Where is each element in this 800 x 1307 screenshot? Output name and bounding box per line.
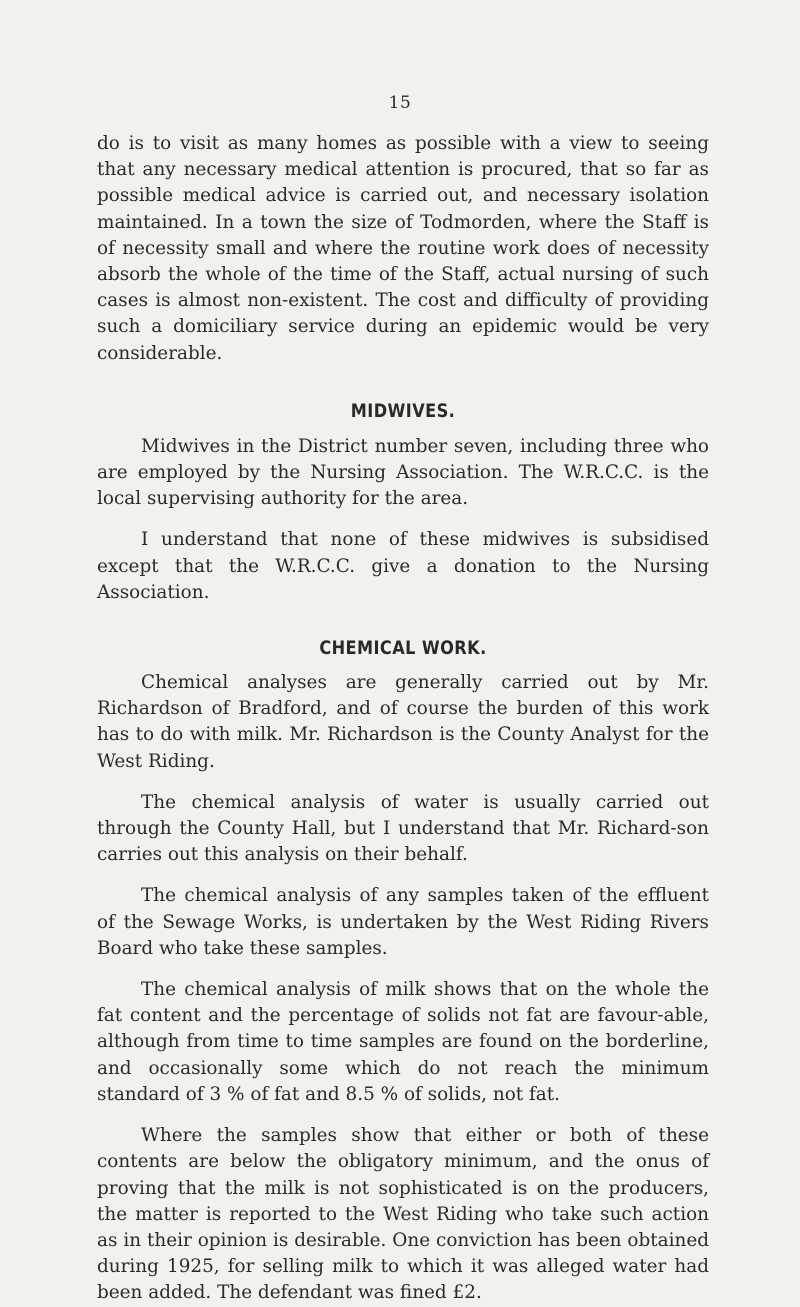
chemical-paragraph-3: The chemical analysis of any samples taken of the effluent of the Sewage Works, is undertaken by the West Riding Rivers Board who take these samples.	[97, 885, 709, 959]
chemical-paragraph-5: Where the samples show that either or both of these contents are below the obligatory minimum, and the onus of proving that the milk is not sophisticated is on the producers, the matter is reported to the West Riding who take such action as in their opinion is desirable. One conviction has been obtained during 1925, for selling milk to which it was alleged water had been added. The defendant was fined £2.	[97, 1125, 709, 1304]
page-body	[97, 131, 709, 1307]
chemical-paragraph-4: The chemical analysis of milk shows that on the whole the fat content and the percentage of solids not fat are favour-able, although from time to time samples are found on the borderline, and occasionally some which do not reach the minimum standard of 3 % of fat and 8.5 % of solids, not fat.	[97, 979, 709, 1105]
intro-paragraph: do is to visit as many homes as possible with a view to seeing that any necessary medical attention is procured, that so far as possible medical advice is carried out, and necessary isolation maintained. In a town the size of Todmorden, where the Staff is of necessity small and where the routine work does of necessity absorb the whole of the time of the Staff, actual nursing of such cases is almost non-existent. The cost and difficulty of providing such a domiciliary service during an epidemic would be very considerable.	[97, 133, 709, 364]
midwives-heading: MIDWIVES.	[350, 399, 456, 422]
chemical-paragraph-1: Chemical analyses are generally carried out by Mr. Richardson of Bradford, and of course the burden of this work has to do with milk. Mr. Richardson is the County Analyst for the West Riding.	[97, 672, 709, 772]
chemical-work-heading: CHEMICAL WORK.	[319, 637, 487, 660]
page-number: 15	[388, 93, 412, 113]
midwives-paragraph-1: Midwives in the District number seven, including three who are employed by the Nursing Association. The W.R.C.C. is the local supervising authority for the area.	[97, 435, 709, 510]
midwives-paragraph-2: I understand that none of these midwives is subsidised except that the W.R.C.C. give a donation to the Nursing Association.	[97, 529, 709, 603]
chemical-paragraph-2: The chemical analysis of water is usually carried out through the County Hall, but I understand that Mr. Richard-son carries out this analysis on their behalf.	[97, 791, 709, 866]
